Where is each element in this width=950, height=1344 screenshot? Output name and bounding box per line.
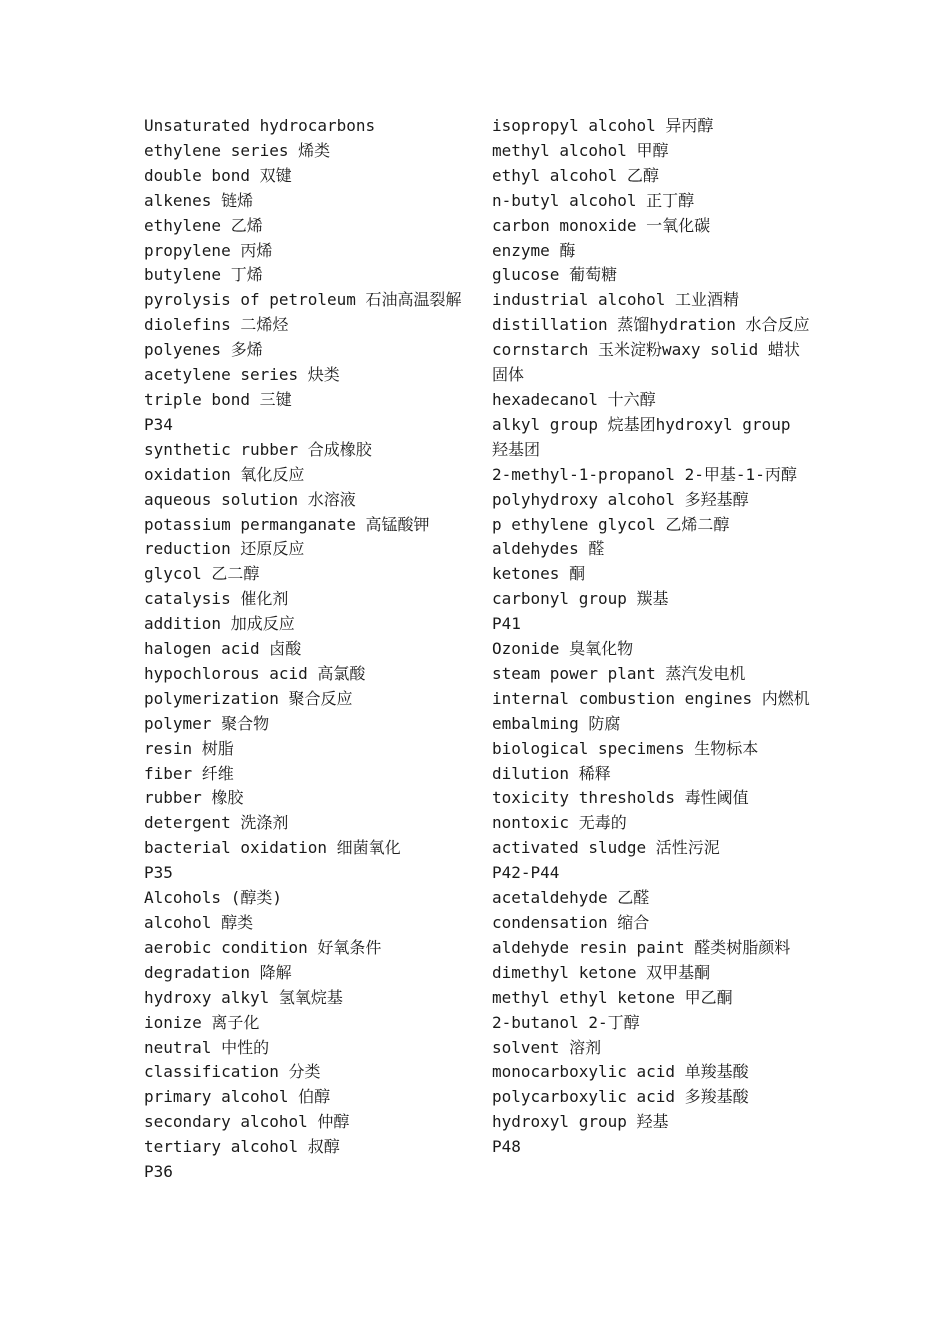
glossary-entry: distillation 蒸馏hydration 水合反应	[492, 315, 810, 335]
glossary-entry: propylene 丙烯	[144, 240, 273, 260]
glossary-entry: detergent 洗涤剂	[144, 813, 289, 833]
glossary-entry: solvent 溶剂	[492, 1037, 602, 1057]
glossary-entry: acetylene series 炔类	[144, 365, 340, 385]
glossary-entry: toxicity thresholds 毒性阈值	[492, 788, 749, 808]
glossary-entry: P35	[144, 863, 173, 883]
glossary-entry: carbon monoxide 一氧化碳	[492, 215, 711, 235]
glossary-entry: cornstarch 玉米淀粉waxy solid 蜡状固体	[492, 340, 800, 385]
glossary-entry: embalming 防腐	[492, 713, 621, 733]
glossary-entry: alkenes 链烯	[144, 190, 254, 210]
glossary-entry: secondary alcohol 仲醇	[144, 1112, 350, 1132]
glossary-entry: synthetic rubber 合成橡胶	[144, 439, 372, 459]
glossary-entry: P34	[144, 414, 173, 434]
glossary-entry: neutral 中性的	[144, 1037, 270, 1057]
glossary-entry: fiber 纤维	[144, 763, 234, 783]
glossary-entry: industrial alcohol 工业酒精	[492, 290, 740, 310]
glossary-entry: alcohol 醇类	[144, 913, 254, 932]
glossary-entry: P36	[144, 1162, 173, 1182]
glossary-entry: dilution 稀释	[492, 763, 611, 783]
glossary-entry: polyhydroxy alcohol 多羟基醇	[492, 489, 749, 509]
glossary-entry: addition 加成反应	[144, 614, 295, 634]
glossary-entry: methyl alcohol 甲醇	[492, 140, 669, 160]
glossary-entry: reduction 还原反应	[144, 539, 305, 559]
glossary-entry: alkyl group 烷基团hydroxyl group 羟基团	[492, 414, 791, 459]
glossary-entry: monocarboxylic acid 单羧基酸	[492, 1062, 749, 1082]
glossary-entry: methyl ethyl ketone 甲乙酮	[492, 987, 733, 1007]
glossary-entry: ethyl alcohol 乙醇	[492, 165, 659, 185]
glossary-entry: polymer 聚合物	[144, 713, 270, 733]
glossary-entry: internal combustion engines 内燃机	[492, 688, 810, 708]
glossary-entry: aldehydes 醛	[492, 539, 605, 559]
glossary-entry: pyrolysis of petroleum 石油高温裂解	[144, 290, 462, 310]
glossary-entry: isopropyl alcohol 异丙醇	[492, 116, 714, 135]
glossary-entry: hydroxy alkyl 氢氧烷基	[144, 987, 343, 1007]
glossary-entry: aqueous solution 水溶液	[144, 489, 356, 509]
glossary-entry: hypochlorous acid 高氯酸	[144, 663, 366, 683]
glossary-entry: aerobic condition 好氧条件	[144, 937, 382, 957]
glossary-entry: primary alcohol 伯醇	[144, 1087, 331, 1107]
glossary-entry: resin 树脂	[144, 738, 234, 758]
glossary-entry: aldehyde resin paint 醛类树脂颜料	[492, 937, 791, 957]
glossary-entry: P42-P44	[492, 863, 560, 883]
glossary-entry: double bond 双键	[144, 165, 292, 185]
glossary-entry: glucose 葡萄糖	[492, 265, 618, 285]
glossary-entry: acetaldehyde 乙醛	[492, 888, 650, 908]
glossary-entry: P48	[492, 1137, 521, 1157]
glossary-entry: tertiary alcohol 叔醇	[144, 1137, 340, 1157]
glossary-entry: halogen acid 卤酸	[144, 639, 302, 659]
glossary-entry: p ethylene glycol 乙烯二醇	[492, 514, 730, 534]
glossary-entry: hexadecanol 十六醇	[492, 389, 656, 409]
glossary-entry: activated sludge 活性污泥	[492, 838, 720, 858]
glossary-entry: Unsaturated hydrocarbons	[144, 116, 376, 135]
glossary-entry: catalysis 催化剂	[144, 589, 289, 609]
glossary-entry: dimethyl ketone 双甲基酮	[492, 962, 711, 982]
glossary-entry: polymerization 聚合反应	[144, 688, 353, 708]
glossary-entry: polyenes 多烯	[144, 340, 263, 360]
glossary-entry: carbonyl group 羰基	[492, 589, 669, 609]
glossary-entry: ionize 离子化	[144, 1012, 260, 1032]
glossary-entry: triple bond 三键	[144, 389, 292, 409]
glossary-entry: Ozonide 臭氧化物	[492, 639, 634, 659]
glossary-entry: degradation 降解	[144, 962, 292, 982]
glossary-entry: oxidation 氧化反应	[144, 464, 305, 484]
glossary-entry: diolefins 二烯烃	[144, 315, 289, 335]
glossary-entry: Alcohols (醇类)	[144, 888, 282, 908]
glossary-entry: ethylene series 烯类	[144, 140, 331, 160]
glossary-entry: glycol 乙二醇	[144, 564, 260, 584]
glossary-entry: P41	[492, 614, 521, 634]
glossary-entry: n-butyl alcohol 正丁醇	[492, 190, 695, 210]
glossary-entry: polycarboxylic acid 多羧基酸	[492, 1087, 749, 1107]
glossary-entry: 2-methyl-1-propanol 2-甲基-1-丙醇	[492, 464, 797, 484]
glossary-entry: ethylene 乙烯	[144, 215, 263, 235]
glossary-entry: classification 分类	[144, 1062, 321, 1082]
glossary-entry: steam power plant 蒸汽发电机	[492, 663, 746, 683]
glossary-entry: biological specimens 生物标本	[492, 738, 759, 758]
glossary-entry: bacterial oxidation 细菌氧化	[144, 838, 401, 858]
glossary-entry: enzyme 酶	[492, 240, 576, 260]
glossary-entry: condensation 缩合	[492, 913, 650, 932]
glossary-entry: hydroxyl group 羟基	[492, 1112, 669, 1132]
glossary-entry: potassium permanganate 高锰酸钾	[144, 514, 430, 534]
glossary-entry: ketones 酮	[492, 564, 586, 584]
right-term-column	[492, 114, 812, 1160]
glossary-entry: 2-butanol 2-丁醇	[492, 1012, 640, 1032]
glossary-entry: butylene 丁烯	[144, 265, 263, 285]
glossary-entry: nontoxic 无毒的	[492, 813, 627, 833]
glossary-entry: rubber 橡胶	[144, 788, 244, 808]
left-term-column	[144, 114, 474, 1185]
